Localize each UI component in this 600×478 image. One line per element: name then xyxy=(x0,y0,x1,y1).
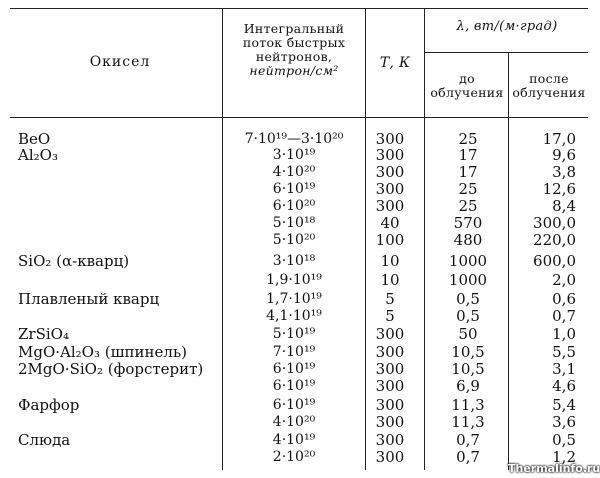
oxide-cell: Al₂O₃ xyxy=(18,146,58,164)
oxide-cell: MgO·Al₂O₃ (шпинель) xyxy=(18,343,187,361)
lambda-after-cell: 220,0 xyxy=(533,231,576,249)
top-rule xyxy=(10,8,588,9)
lambda-after-cell: 2,0 xyxy=(552,271,576,289)
lambda-before-cell: 25 xyxy=(458,180,478,198)
header-flux-line-3: нейтронов, xyxy=(255,49,333,64)
lambda-after-cell: 3,8 xyxy=(552,163,576,181)
flux-cell: 5·10¹⁹ xyxy=(272,326,316,342)
flux-cell: 7·10¹⁹ xyxy=(272,344,316,360)
temperature-cell: 100 xyxy=(375,231,405,249)
flux-cell: 4·10¹⁹ xyxy=(272,432,316,448)
lambda-after-cell: 300,0 xyxy=(533,214,576,232)
watermark: Thermalinfo.ru xyxy=(508,462,600,475)
header-after-line-2: облучения xyxy=(512,85,586,100)
oxide-cell: Фарфор xyxy=(18,396,80,414)
lambda-rule xyxy=(424,52,588,53)
oxide-cell: SiO₂ (α-кварц) xyxy=(18,252,130,270)
header-temp xyxy=(366,56,424,70)
header-after-line-1: после xyxy=(529,71,569,86)
lambda-before-cell: 11,3 xyxy=(451,396,485,414)
temperature-cell: 5 xyxy=(385,307,395,325)
lambda-after-cell: 5,4 xyxy=(552,396,576,414)
lambda-after-cell: 1,2 xyxy=(552,448,576,466)
flux-cell: 3·10¹⁸ xyxy=(272,253,316,269)
header-before-line-2: облучения xyxy=(430,85,504,100)
oxide-cell: ZrSiO₄ xyxy=(18,325,69,343)
temperature-cell: 300 xyxy=(375,360,405,378)
lambda-before-cell: 480 xyxy=(453,231,483,249)
temperature-cell: 300 xyxy=(375,197,405,215)
lambda-after-cell: 3,6 xyxy=(552,413,576,431)
flux-cell: 4,1·10¹⁹ xyxy=(266,308,322,324)
flux-cell: 6·10²⁰ xyxy=(272,198,316,214)
flux-cell: 7·10¹⁹—3·10²⁰ xyxy=(244,131,344,147)
temperature-cell: 300 xyxy=(375,377,405,395)
flux-cell: 4·10²⁰ xyxy=(272,164,316,180)
lambda-before-cell: 11,3 xyxy=(451,413,485,431)
lambda-before-cell: 10,5 xyxy=(451,360,485,378)
lambda-after-cell: 3,1 xyxy=(552,360,576,378)
lambda-after-cell: 600,0 xyxy=(533,252,576,270)
flux-cell: 6·10¹⁹ xyxy=(272,361,316,377)
lambda-after-cell: 9,6 xyxy=(552,146,576,164)
temperature-cell: 10 xyxy=(380,252,400,270)
header-flux-line-2: поток быстрых xyxy=(242,35,346,50)
flux-cell: 4·10²⁰ xyxy=(272,414,316,430)
temperature-cell: 300 xyxy=(375,130,405,148)
lambda-before-cell: 10,5 xyxy=(451,343,485,361)
lambda-after-cell: 12,6 xyxy=(542,180,576,198)
temperature-cell: 300 xyxy=(375,325,405,343)
temperature-cell: 300 xyxy=(375,448,405,466)
temperature-cell: 300 xyxy=(375,413,405,431)
temperature-cell: 300 xyxy=(375,146,405,164)
lambda-after-cell: 0,5 xyxy=(552,431,576,449)
temperature-cell: 300 xyxy=(375,180,405,198)
oxide-cell: BeO xyxy=(18,130,51,148)
lambda-before-cell: 1000 xyxy=(448,271,488,289)
header-flux xyxy=(226,22,362,78)
oxide-cell: Плавленый кварц xyxy=(18,290,160,308)
temperature-cell: 40 xyxy=(380,214,400,232)
lambda-after-cell: 4,6 xyxy=(552,377,576,395)
flux-cell: 2·10²⁰ xyxy=(272,449,316,465)
flux-cell: 1,7·10¹⁹ xyxy=(266,291,322,307)
lambda-before-cell: 50 xyxy=(458,325,478,343)
header-flux-line-1: Интегральный xyxy=(243,21,345,36)
lambda-before-cell: 570 xyxy=(453,214,483,232)
lambda-after-cell: 8,4 xyxy=(552,197,576,215)
flux-cell: 5·10²⁰ xyxy=(272,232,316,248)
lambda-after-cell: 0,7 xyxy=(552,307,576,325)
lambda-after-cell: 17,0 xyxy=(542,130,576,148)
header-oxide: Окисел xyxy=(89,54,151,70)
header-before-line-1: до xyxy=(459,71,475,86)
lambda-before-cell: 17 xyxy=(458,163,478,181)
flux-cell: 6·10¹⁹ xyxy=(272,378,316,394)
lambda-before-cell: 0,7 xyxy=(456,448,480,466)
lambda-before-cell: 17 xyxy=(458,146,478,164)
col-divider-1 xyxy=(222,8,223,470)
header-temp-label: Т, К xyxy=(379,55,411,71)
lambda-before-cell: 6,9 xyxy=(456,377,480,395)
header-bottom-rule xyxy=(10,117,588,118)
temperature-cell: 300 xyxy=(375,343,405,361)
lambda-before-cell: 0,5 xyxy=(456,307,480,325)
lambda-before-cell: 25 xyxy=(458,130,478,148)
flux-cell: 5·10¹⁸ xyxy=(272,215,316,231)
lambda-after-cell: 1,0 xyxy=(552,325,576,343)
lambda-before-cell: 1000 xyxy=(448,252,488,270)
header-lambda: λ, вт/(м·град) xyxy=(456,19,558,34)
lambda-before-cell: 0,7 xyxy=(456,431,480,449)
lambda-before-cell: 25 xyxy=(458,197,478,215)
lambda-before-cell: 0,5 xyxy=(456,290,480,308)
flux-cell: 6·10¹⁹ xyxy=(272,397,316,413)
oxide-cell: 2MgO·SiO₂ (форстерит) xyxy=(18,360,204,378)
flux-cell: 3·10¹⁹ xyxy=(272,147,316,163)
header-before xyxy=(425,72,509,100)
temperature-cell: 300 xyxy=(375,396,405,414)
flux-cell: 6·10¹⁹ xyxy=(272,181,316,197)
header-after xyxy=(509,72,589,100)
oxide-cell: Слюда xyxy=(18,431,71,449)
lambda-after-cell: 0,6 xyxy=(552,290,576,308)
header-flux-unit: нейтрон/см² xyxy=(249,63,339,78)
temperature-cell: 5 xyxy=(385,290,395,308)
lambda-after-cell: 5,5 xyxy=(552,343,576,361)
temperature-cell: 300 xyxy=(375,431,405,449)
flux-cell: 1,9·10¹⁹ xyxy=(266,272,322,288)
temperature-cell: 300 xyxy=(375,163,405,181)
temperature-cell: 10 xyxy=(380,271,400,289)
